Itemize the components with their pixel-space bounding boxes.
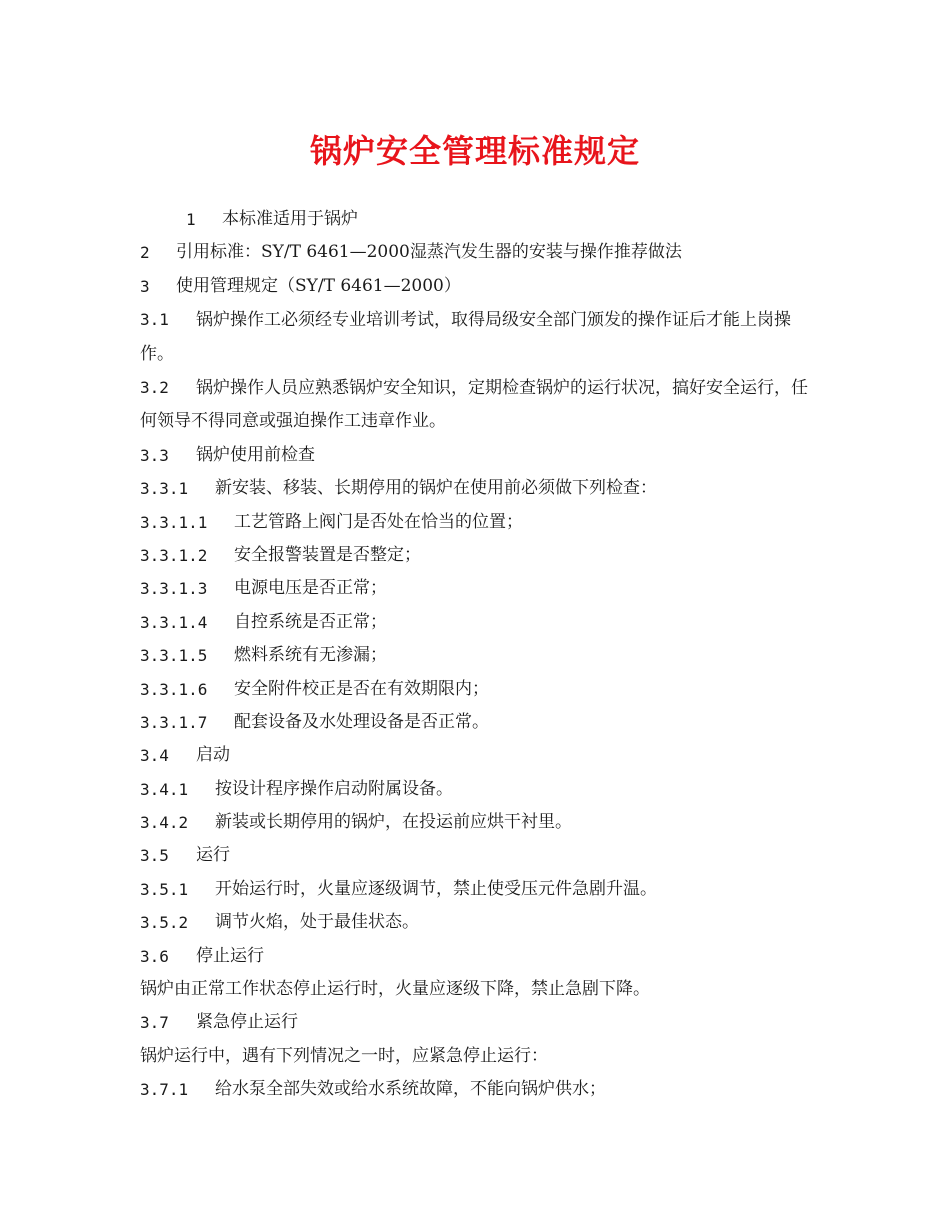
clause-number: 3.3.1.1 <box>140 512 208 532</box>
clause-text: 使用管理规定（SY/T 6461—2000） <box>176 275 461 296</box>
clause-text: 锅炉操作工必须经专业培训考试，取得局级安全部门颁发的操作证后才能上岗操作。 <box>140 310 791 364</box>
paragraph-text: 锅炉由正常工作状态停止运行时，火量应逐级下降，禁止急剧下降。 <box>140 979 650 1000</box>
clause-text: 安全附件校正是否在有效期限内； <box>234 678 489 699</box>
clause-text: 电源电压是否正常； <box>234 578 387 599</box>
clause-3-3-1-1 <box>140 506 820 539</box>
clause-number: 3.2 <box>140 377 169 397</box>
clause-3-5-2 <box>140 906 820 939</box>
clause-number: 3.3 <box>140 445 169 465</box>
clause-number: 3.5.1 <box>140 879 189 899</box>
paragraph-3-6 <box>140 973 820 1006</box>
clause-number: 3.3.1.5 <box>140 646 208 666</box>
paragraph-text: 锅炉运行中，遇有下列情况之一时，应紧急停止运行： <box>140 1045 548 1066</box>
clause-number: 3.3.1.7 <box>140 712 208 732</box>
clause-3-4 <box>140 739 820 772</box>
clause-number: 3.1 <box>140 310 169 330</box>
clause-number: 3.3.1.4 <box>140 612 208 632</box>
clause-3-3-1-6 <box>140 673 820 706</box>
clause-text: 安全报警装置是否整定； <box>234 544 421 565</box>
clause-number: 2 <box>140 243 150 263</box>
clause-3-3-1 <box>140 472 820 505</box>
clause-number: 3.4.2 <box>140 813 189 833</box>
clause-number: 3.3.1 <box>140 479 189 499</box>
clause-text: 新安装、移装、长期停用的锅炉在使用前必须做下列检查： <box>215 478 657 499</box>
clause-number: 3 <box>140 276 150 296</box>
clause-3 <box>140 270 820 303</box>
paragraph-3-7 <box>140 1040 820 1073</box>
clause-3-3-1-3 <box>140 572 820 605</box>
clause-text: 启动 <box>196 745 230 766</box>
clause-number: 1 <box>186 210 196 229</box>
clause-text: 停止运行 <box>196 945 264 966</box>
clause-number: 3.4.1 <box>140 779 189 799</box>
clause-text: 新装或长期停用的锅炉，在投运前应烘干衬里。 <box>215 812 572 833</box>
clause-3-7 <box>140 1006 820 1039</box>
clause-number: 3.5 <box>140 846 169 866</box>
clause-number: 3.5.2 <box>140 913 189 933</box>
document-title: 锅炉安全管理标准规定 <box>309 132 640 170</box>
clause-number: 3.7 <box>140 1013 169 1033</box>
clause-3-3 <box>140 439 820 472</box>
clause-3-3-1-5 <box>140 639 820 672</box>
clause-3-3-1-2 <box>140 539 820 572</box>
document-body <box>140 203 820 1107</box>
clause-number: 3.3.1.3 <box>140 579 208 599</box>
clause-2 <box>140 236 820 269</box>
clause-text: 自控系统是否正常； <box>234 611 387 632</box>
clause-3-3-1-4 <box>140 606 820 639</box>
clause-3-5-1 <box>140 873 820 906</box>
clause-3-2 <box>140 371 820 439</box>
clause-text: 燃料系统有无渗漏； <box>234 645 387 666</box>
clause-text: 工艺管路上阀门是否处在恰当的位置； <box>234 511 523 532</box>
clause-number: 3.6 <box>140 946 169 966</box>
clause-text: 引用标准：SY/T 6461—2000湿蒸汽发生器的安装与操作推荐做法 <box>176 242 682 263</box>
clause-3-7-1 <box>140 1073 820 1106</box>
clause-number: 3.7.1 <box>140 1080 189 1100</box>
clause-text: 配套设备及水处理设备是否正常。 <box>234 711 489 732</box>
clause-3-5 <box>140 839 820 872</box>
clause-text: 锅炉操作人员应熟悉锅炉安全知识，定期检查锅炉的运行状况，搞好安全运行，任何领导不得同意或强迫操作工违章作业。 <box>140 377 808 432</box>
clause-3-4-1 <box>140 773 820 806</box>
clause-text: 本标准适用于锅炉 <box>222 209 358 229</box>
clause-text: 开始运行时，火量应逐级调节，禁止使受压元件急剧升温。 <box>215 878 657 899</box>
clause-text: 紧急停止运行 <box>196 1012 298 1033</box>
clause-number: 3.3.1.2 <box>140 545 208 565</box>
clause-number: 3.3.1.6 <box>140 679 208 699</box>
clause-1 <box>140 203 820 236</box>
clause-3-3-1-7 <box>140 706 820 739</box>
clause-3-6 <box>140 940 820 973</box>
clause-number: 3.4 <box>140 746 169 766</box>
clause-3-1 <box>140 303 820 371</box>
clause-text: 按设计程序操作启动附属设备。 <box>215 778 453 799</box>
clause-3-4-2 <box>140 806 820 839</box>
clause-text: 给水泵全部失效或给水系统故障，不能向锅炉供水； <box>215 1079 606 1100</box>
clause-text: 运行 <box>196 845 230 866</box>
clause-text: 调节火焰，处于最佳状态。 <box>215 912 419 933</box>
clause-text: 锅炉使用前检查 <box>196 444 315 465</box>
